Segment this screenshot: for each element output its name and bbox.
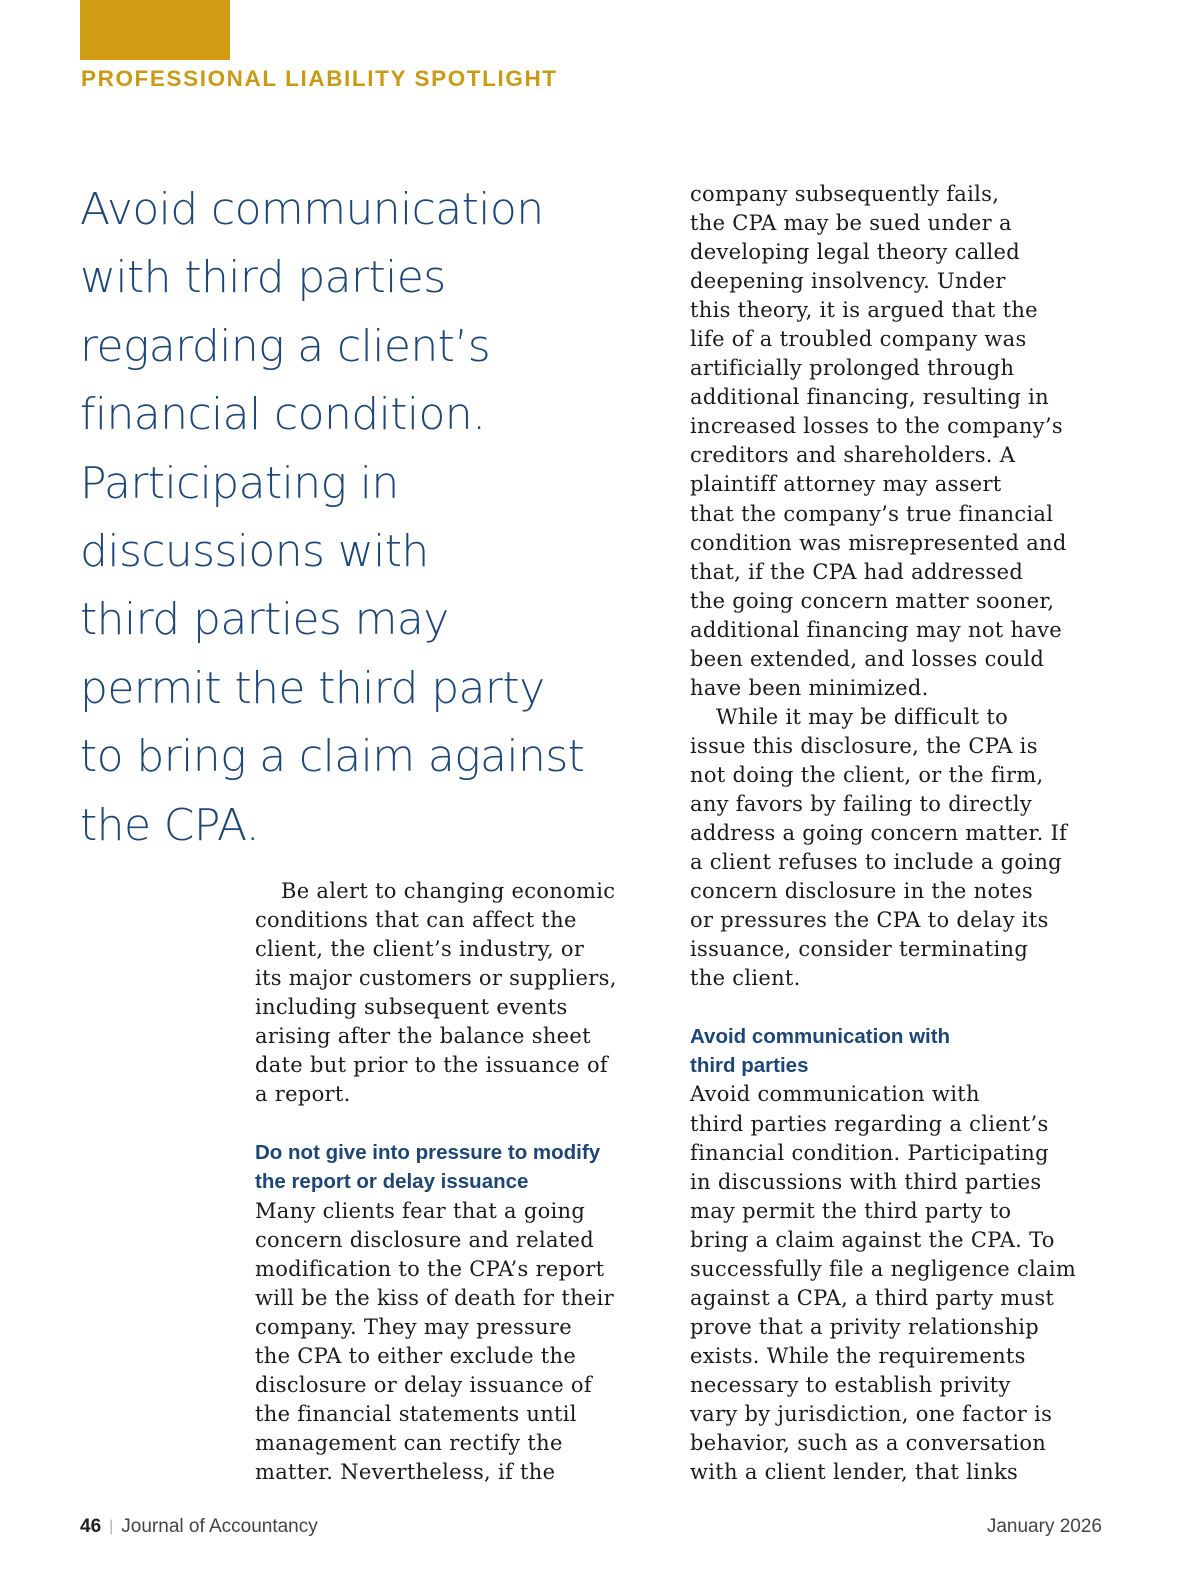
- heading-line: third parties: [690, 1054, 809, 1078]
- text-line: that the company’s true financial: [690, 501, 1054, 526]
- text-line: prove that a privity relationship: [690, 1314, 1040, 1339]
- header-accent-bar: [80, 0, 230, 60]
- text-line: artificially prolonged through: [690, 356, 1015, 381]
- text-line: successfully file a negligence claim: [690, 1256, 1077, 1281]
- text-line: the going concern matter sooner,: [690, 588, 1055, 613]
- text-line: that, if the CPA had addressed: [690, 559, 1024, 584]
- text-line: with a client lender, that links: [690, 1460, 1019, 1485]
- third-parties-paragraph: [690, 1080, 1130, 1487]
- text-line: issuance, consider terminating: [690, 937, 1029, 962]
- text-line: creditors and shareholders. A: [690, 443, 1016, 468]
- pull-quote-line: discussions with: [80, 526, 429, 578]
- text-line: the financial statements until: [255, 1401, 577, 1426]
- text-line: a report.: [255, 1082, 351, 1107]
- text-line: financial condition. Participating: [690, 1140, 1049, 1165]
- intro-paragraph: [255, 877, 635, 1109]
- text-line: necessary to establish privity: [690, 1372, 1011, 1397]
- text-line: third parties regarding a client’s: [690, 1111, 1049, 1136]
- text-line: Be alert to changing economic: [281, 879, 616, 903]
- text-line: Many clients fear that a going: [255, 1198, 586, 1223]
- text-line: have been minimized.: [690, 675, 929, 700]
- text-line: management can rectify the: [255, 1430, 563, 1455]
- pull-quote-line: regarding a client’s: [80, 320, 491, 372]
- text-line: date but prior to the issuance of: [255, 1053, 608, 1078]
- text-line: been extended, and losses could: [690, 646, 1045, 671]
- text-line: concern disclosure and related: [255, 1227, 595, 1252]
- text-line: company. They may pressure: [255, 1314, 572, 1339]
- paragraph-gap: [255, 1109, 635, 1138]
- page-number: 46: [80, 1516, 102, 1537]
- text-line: this theory, it is argued that the: [690, 298, 1038, 323]
- text-line: the client.: [690, 966, 801, 991]
- text-line: the CPA to either exclude the: [255, 1343, 577, 1368]
- text-line: condition was misrepresented and: [690, 530, 1067, 555]
- text-line: may permit the third party to: [690, 1198, 1012, 1223]
- text-line: issue this disclosure, the CPA is: [690, 733, 1038, 758]
- body-column-middle: [255, 877, 635, 1487]
- text-line: exists. While the requirements: [690, 1343, 1026, 1368]
- text-line: company subsequently fails,: [690, 182, 1000, 206]
- publication-name: Journal of Accountancy: [121, 1516, 318, 1537]
- section-label: PROFESSIONAL LIABILITY SPOTLIGHT: [81, 66, 558, 91]
- text-line: including subsequent events: [255, 995, 568, 1020]
- text-line: the CPA may be sued under a: [690, 211, 1012, 236]
- page-footer: [80, 1516, 1102, 1546]
- text-line: plaintiff attorney may assert: [690, 472, 1002, 497]
- text-line: its major customers or suppliers,: [255, 966, 617, 991]
- paragraph-gap: [690, 993, 1130, 1022]
- text-line: disclosure or delay issuance of: [255, 1372, 592, 1397]
- disclosure-paragraph: [690, 703, 1130, 993]
- body-column-right: [690, 180, 1130, 1487]
- text-line: client, the client’s industry, or: [255, 937, 585, 962]
- text-line: arising after the balance sheet: [255, 1024, 591, 1049]
- heading-line: Avoid communication with: [690, 1025, 951, 1049]
- heading-line: the report or delay issuance: [255, 1170, 529, 1194]
- heading-line: Do not give into pressure to modify: [255, 1141, 601, 1165]
- text-line: a client refuses to include a going: [690, 850, 1062, 875]
- text-line: vary by jurisdiction, one factor is: [690, 1401, 1053, 1426]
- pull-quote-line: financial condition.: [80, 389, 486, 441]
- pull-quote-line: the CPA.: [80, 799, 260, 851]
- text-line: Avoid communication with: [690, 1082, 980, 1107]
- text-line: against a CPA, a third party must: [690, 1285, 1055, 1310]
- text-line: any favors by failing to directly: [690, 791, 1033, 816]
- text-line: increased losses to the company’s: [690, 414, 1063, 439]
- continued-paragraph: [690, 180, 1130, 703]
- text-line: in discussions with third parties: [690, 1169, 1042, 1194]
- text-line: While it may be difficult to: [716, 704, 1009, 729]
- text-line: behavior, such as a conversation: [690, 1431, 1047, 1456]
- text-line: not doing the client, or the firm,: [690, 762, 1044, 787]
- issue-date: January 2026: [986, 1516, 1102, 1537]
- text-line: additional financing may not have: [690, 617, 1063, 642]
- text-line: or pressures the CPA to delay its: [690, 908, 1049, 933]
- section-heading-pressure: [255, 1138, 635, 1196]
- text-line: deepening insolvency. Under: [690, 269, 1006, 294]
- pull-quote-line: to bring a claim against: [80, 731, 585, 783]
- pull-quote-line: third parties may: [80, 594, 449, 646]
- pull-quote-line: Avoid communication: [80, 184, 544, 235]
- text-line: concern disclosure in the notes: [690, 879, 1033, 904]
- pull-quote: [80, 176, 620, 860]
- text-line: additional financing, resulting in: [690, 385, 1049, 410]
- text-line: address a going concern matter. If: [690, 821, 1068, 846]
- pull-quote-line: with third parties: [80, 252, 446, 304]
- footer-separator: |: [109, 1518, 114, 1535]
- pull-quote-line: permit the third party: [80, 662, 545, 714]
- text-line: life of a troubled company was: [690, 327, 1027, 352]
- text-line: developing legal theory called: [690, 240, 1021, 265]
- text-line: modification to the CPA’s report: [255, 1256, 605, 1281]
- section-heading-third-parties: [690, 1022, 1130, 1080]
- text-line: will be the kiss of death for their: [255, 1285, 614, 1310]
- text-line: bring a claim against the CPA. To: [690, 1227, 1055, 1252]
- pressure-paragraph: [255, 1197, 635, 1487]
- pull-quote-line: Participating in: [80, 457, 399, 509]
- text-line: matter. Nevertheless, if the: [255, 1459, 556, 1484]
- text-line: conditions that can affect the: [255, 908, 577, 933]
